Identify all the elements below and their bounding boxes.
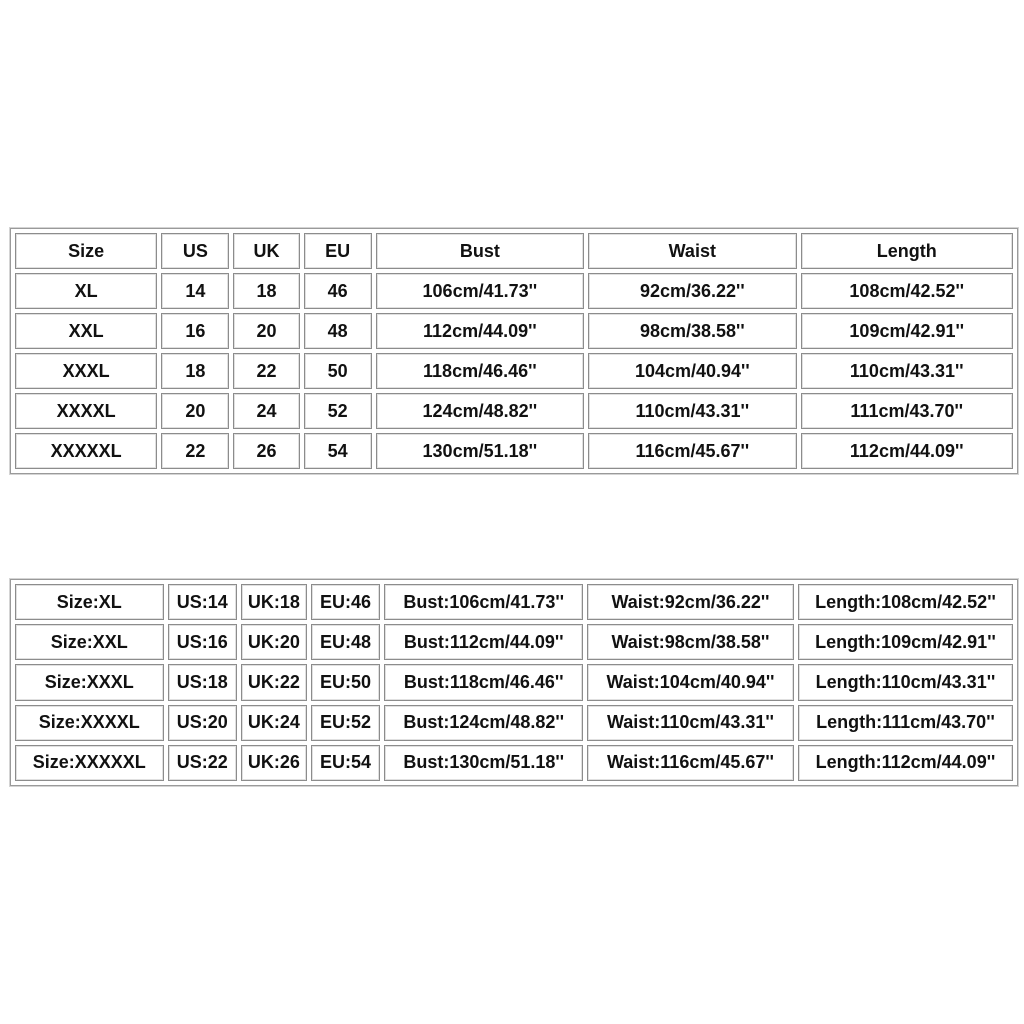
cell-us: US:14: [168, 584, 238, 620]
table-row: [15, 584, 1013, 620]
cell-uk: 20: [233, 313, 299, 349]
cell-bust: 106cm/41.73'': [376, 273, 584, 309]
table-row: [15, 313, 1013, 349]
cell-waist: 110cm/43.31'': [588, 393, 796, 429]
cell-us: US:22: [168, 745, 238, 781]
cell-waist: Waist:110cm/43.31'': [587, 705, 794, 741]
cell-waist: 116cm/45.67'': [588, 433, 796, 469]
table-row: [15, 353, 1013, 389]
cell-size: XXL: [15, 313, 157, 349]
cell-us: 22: [161, 433, 229, 469]
cell-uk: UK:20: [241, 624, 307, 660]
cell-length: 112cm/44.09'': [801, 433, 1014, 469]
table-row: [15, 705, 1013, 741]
cell-us: 14: [161, 273, 229, 309]
table-row: [15, 273, 1013, 309]
cell-eu: 52: [304, 393, 372, 429]
cell-uk: 26: [233, 433, 299, 469]
table-row: [15, 433, 1013, 469]
cell-length: Length:110cm/43.31'': [798, 664, 1013, 700]
cell-uk: UK:24: [241, 705, 307, 741]
table-row: [15, 664, 1013, 700]
size-chart-table: [10, 228, 1018, 474]
cell-us: US:16: [168, 624, 238, 660]
cell-bust: 118cm/46.46'': [376, 353, 584, 389]
cell-uk: 22: [233, 353, 299, 389]
cell-waist: Waist:104cm/40.94'': [587, 664, 794, 700]
cell-waist: 104cm/40.94'': [588, 353, 796, 389]
header-cell-bust: Bust: [376, 233, 584, 269]
cell-size: XL: [15, 273, 157, 309]
cell-eu: EU:54: [311, 745, 381, 781]
cell-bust: Bust:124cm/48.82'': [384, 705, 583, 741]
cell-uk: UK:26: [241, 745, 307, 781]
cell-eu: 50: [304, 353, 372, 389]
cell-length: 111cm/43.70'': [801, 393, 1014, 429]
cell-eu: 54: [304, 433, 372, 469]
table-header-row: [15, 233, 1013, 269]
header-cell-waist: Waist: [588, 233, 796, 269]
cell-size: Size:XXL: [15, 624, 164, 660]
cell-eu: EU:48: [311, 624, 381, 660]
cell-waist: Waist:116cm/45.67'': [587, 745, 794, 781]
cell-bust: Bust:130cm/51.18'': [384, 745, 583, 781]
header-cell-length: Length: [801, 233, 1014, 269]
cell-us: US:18: [168, 664, 238, 700]
cell-length: Length:111cm/43.70'': [798, 705, 1013, 741]
cell-size: XXXXL: [15, 393, 157, 429]
cell-eu: EU:50: [311, 664, 381, 700]
cell-length: Length:108cm/42.52'': [798, 584, 1013, 620]
table-row: [15, 393, 1013, 429]
cell-waist: Waist:98cm/38.58'': [587, 624, 794, 660]
cell-eu: EU:52: [311, 705, 381, 741]
cell-bust: Bust:106cm/41.73'': [384, 584, 583, 620]
cell-size: XXXL: [15, 353, 157, 389]
cell-bust: 130cm/51.18'': [376, 433, 584, 469]
cell-us: 18: [161, 353, 229, 389]
header-cell-us: US: [161, 233, 229, 269]
cell-waist: 92cm/36.22'': [588, 273, 796, 309]
cell-us: 16: [161, 313, 229, 349]
table-row: [15, 745, 1013, 781]
cell-eu: EU:46: [311, 584, 381, 620]
cell-uk: 24: [233, 393, 299, 429]
header-cell-size: Size: [15, 233, 157, 269]
cell-us: 20: [161, 393, 229, 429]
cell-uk: UK:18: [241, 584, 307, 620]
header-cell-uk: UK: [233, 233, 299, 269]
header-cell-eu: EU: [304, 233, 372, 269]
cell-eu: 48: [304, 313, 372, 349]
cell-bust: 124cm/48.82'': [376, 393, 584, 429]
cell-length: 110cm/43.31'': [801, 353, 1014, 389]
cell-us: US:20: [168, 705, 238, 741]
cell-length: 109cm/42.91'': [801, 313, 1014, 349]
cell-size: XXXXXL: [15, 433, 157, 469]
cell-uk: 18: [233, 273, 299, 309]
cell-waist: 98cm/38.58'': [588, 313, 796, 349]
cell-length: 108cm/42.52'': [801, 273, 1014, 309]
cell-bust: Bust:118cm/46.46'': [384, 664, 583, 700]
cell-bust: 112cm/44.09'': [376, 313, 584, 349]
cell-size: Size:XL: [15, 584, 164, 620]
cell-bust: Bust:112cm/44.09'': [384, 624, 583, 660]
cell-eu: 46: [304, 273, 372, 309]
cell-uk: UK:22: [241, 664, 307, 700]
cell-size: Size:XXXXXL: [15, 745, 164, 781]
cell-length: Length:109cm/42.91'': [798, 624, 1013, 660]
cell-size: Size:XXXL: [15, 664, 164, 700]
cell-length: Length:112cm/44.09'': [798, 745, 1013, 781]
table-row: [15, 624, 1013, 660]
cell-size: Size:XXXXL: [15, 705, 164, 741]
labeled-size-chart-table: [10, 579, 1018, 786]
cell-waist: Waist:92cm/36.22'': [587, 584, 794, 620]
